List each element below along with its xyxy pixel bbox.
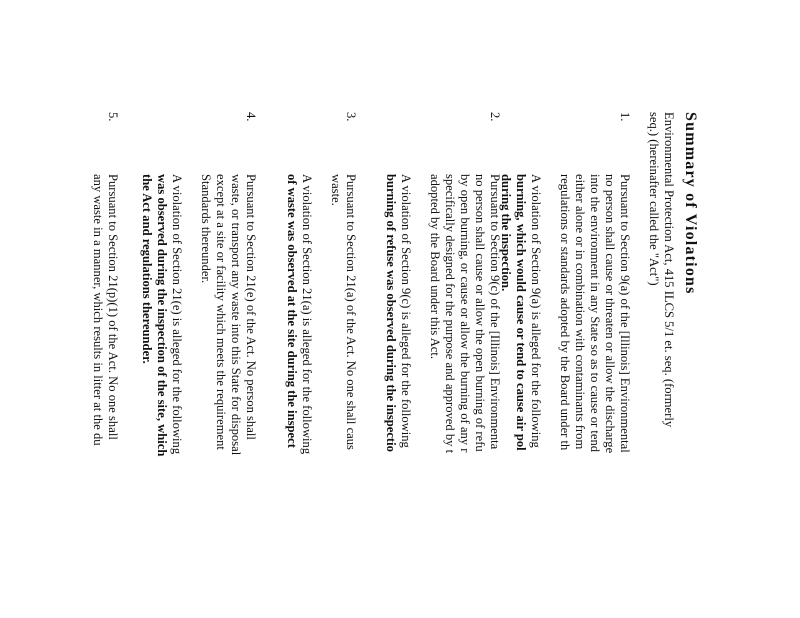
intro-citation: Environmental Protection Act, 415 ILCS 5/1 et. seq. (formerly seq.) (hereinafter called the "Act") — [647, 112, 676, 428]
item-number: 3. — [344, 112, 358, 122]
item-body — [139, 174, 258, 618]
item-text: Pursuant to Section 21(a) of the Act. No one shall caus waste. — [329, 174, 358, 450]
allegation-plain: A violation of Section 9(c) is alleged for the following — [399, 174, 413, 448]
item-body — [498, 174, 632, 618]
item-number: 4. — [244, 112, 258, 122]
item-allegation — [284, 174, 314, 618]
item-allegation — [383, 174, 413, 618]
item-body — [284, 174, 358, 618]
item-text: Pursuant to Section 9(a) of the [Illinois] Environmental no person shall cause or threaten or allow the discharge into the environment in any State so as to cause or tend either alone or in combination with contaminants from regulations or standards adopted by the Board under th — [558, 174, 632, 454]
item-number: 5. — [106, 112, 120, 122]
rotated-document-sheet — [78, 112, 698, 618]
document-title: Summary of Violations — [682, 112, 699, 295]
allegation-bold: of waste was observed at the site during the inspect — [285, 174, 299, 448]
item-body — [383, 174, 502, 618]
item-number: 1. — [618, 112, 632, 122]
item-text: Pursuant to Section 21(e) of the Act. No person shall waste, or transport any waste into this State for disposal except at a site or facility which meets the requirement Standards thereunder. — [199, 174, 258, 456]
allegation-plain: A violation of Section 21(a) is alleged for the following — [300, 174, 314, 455]
item-text: Pursuant to Section 9(c) of the [Illinois] Environmenta no person shall cause or allow the open burning of refu by open burning, or cause or allow the burning of any r specifically designed for the purpose and approved by t adopted by the Board under this Act. — [428, 174, 502, 454]
allegation-plain: A violation of Section 21(e) is alleged for the following — [170, 174, 184, 455]
item-allegation — [498, 174, 543, 618]
allegation-bold: was observed during the inspection of the site, which the Act and regulations thereunder. — [140, 174, 169, 457]
allegation-bold: burning, which would cause or tend to cause air pol during the inspection. — [499, 174, 528, 451]
item-body — [90, 174, 120, 618]
item-number: 2. — [488, 112, 502, 122]
item-text: Pursuant to Section 21(p)(1) of the Act. No one shall any waste in a manner, which results in litter at the du — [91, 174, 120, 446]
allegation-bold: burning of refuse was observed during the inspectio — [384, 174, 398, 452]
item-allegation — [139, 174, 184, 618]
allegation-plain: A violation of Section 9(a) is alleged for the following — [529, 174, 543, 448]
